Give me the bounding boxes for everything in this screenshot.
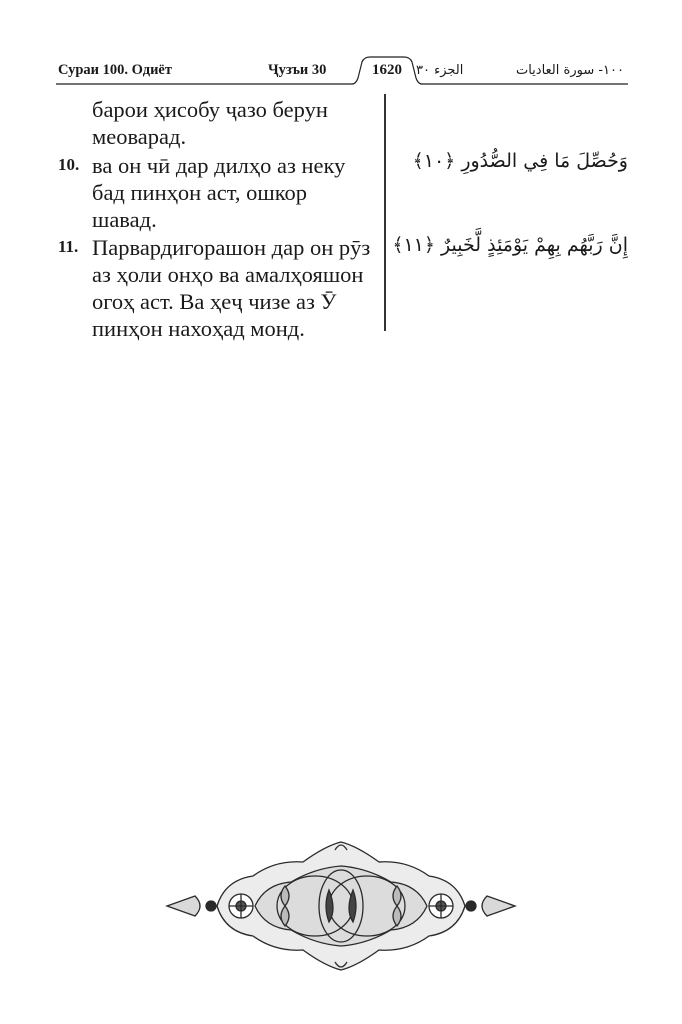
column-divider xyxy=(384,94,386,331)
arabic-verse-10: وَحُصِّلَ مَا فِي الصُّدُورِ ﴿١٠﴾ xyxy=(412,150,628,172)
text-line: огоҳ аст. Ва ҳеҷ чизе аз Ӯ xyxy=(92,289,337,314)
verse-text-10 xyxy=(92,152,384,233)
text-line: бад пинҳон аст, ошкор xyxy=(92,180,308,205)
text-line: Парвардигорашон дар он рӯз xyxy=(92,235,371,260)
verse-number-10: 10. xyxy=(58,155,80,174)
text-line: аз ҳоли онҳо ва амалҳояшон xyxy=(92,262,364,287)
text-line: ва он чӣ дар дилҳо аз неку xyxy=(92,153,346,178)
text-line: шавад. xyxy=(92,207,157,232)
juz-title: Ҷузъи 30 xyxy=(268,62,327,78)
text-line: меоварад. xyxy=(92,124,187,149)
surah-title: Сураи 100. Одиёт xyxy=(58,62,172,78)
arabic-verse-11: إِنَّ رَبَّهُم بِهِمْ يَوْمَئِذٍ لَّخَبِيرٌ ﴿١١﴾ xyxy=(392,234,628,256)
page-number: 1620 xyxy=(372,62,402,78)
verse-continuation-text xyxy=(92,96,384,150)
floral-ornament-icon xyxy=(165,840,517,972)
arabic-surah-title: ١٠٠- سورة العاديات xyxy=(515,63,624,78)
verse-number-11: 11. xyxy=(58,237,79,256)
text-line: барои ҳисобу ҷазо берун xyxy=(92,97,328,122)
arabic-juz-title: الجزء ٣٠ xyxy=(416,63,464,78)
verse-text-11 xyxy=(92,234,384,342)
text-line: пинҳон нахоҳад монд. xyxy=(92,316,305,341)
page-header xyxy=(56,54,628,88)
